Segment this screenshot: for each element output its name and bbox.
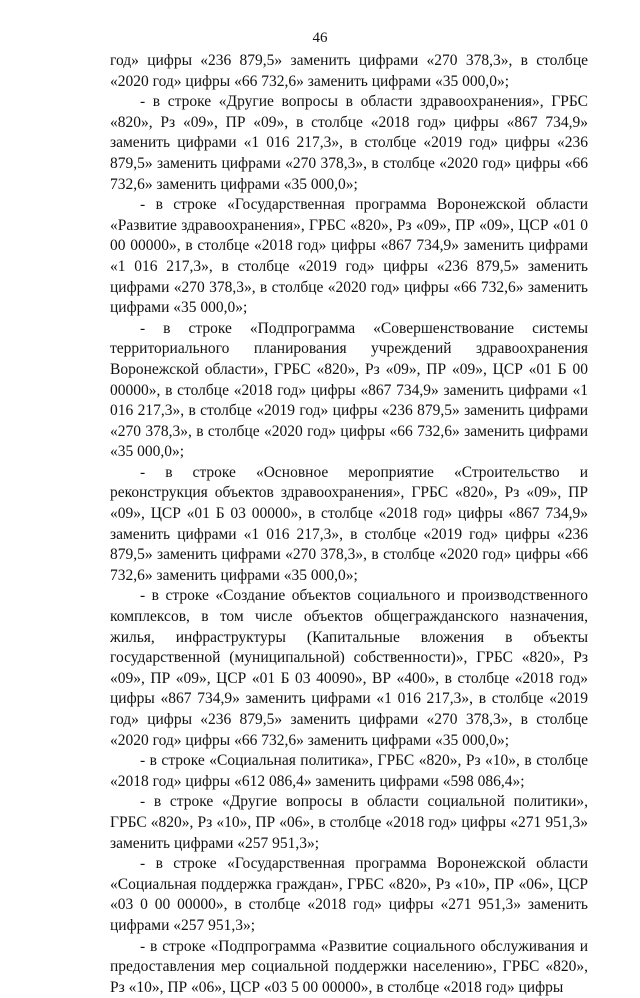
paragraph: - в строке «Подпрограмма «Развитие социального обслуживания и предоставления мер социальной поддержки населению», ГРБС «820», Рз «10», ПР «06», ЦСР «03 5 00 00000», в столбце «2018 год» цифры [110,937,588,996]
paragraph: - в строке «Подпрограмма «Совершенствование системы территориального планирования учреждений здравоохранения Воронежской области», ГРБС «820», Рз «09», ПР «09», ЦСР «01 Б 00 00000», в столбце «2018 год» цифры «867 734,9» заменить цифрами «1 016 217,3», в столбце «2019 год» цифры «236 879,5» заменить цифрами «270 378,3», в столбце «2020 год» цифры «66 732,6» заменить цифрами «35 000,0»; [110,319,588,461]
paragraph: - в строке «Создание объектов социального и производственного комплексов, в том числе объектов общегражданского назначения, жилья, инфраструктуры (Капитальные вложения в объекты государственной (муниципальной) собственности)», ГРБС «820», Рз «09», ПР «09», ЦСР «01 Б 03 40090», ВР «400», в столбце «2018 год» цифры «867 734,9» заменить цифрами «1 016 217,3», в столбце «2019 год» цифры «236 879,5» заменить цифрами «270 378,3», в столбце «2020 год» цифры «66 732,6» заменить цифрами «35 000,0»; [110,587,588,749]
paragraph: - в строке «Государственная программа Воронежской области «Развитие здравоохранения», ГРБС «820», Рз «09», ПР «09», ЦСР «01 0 00 00000», в столбце «2018 год» цифры «867 734,9» заменить цифрами «1 016 217,3», в столбце «2019 год» цифры «236 879,5» заменить цифрами «270 378,3», в столбце «2020 год» цифры «66 732,6» заменить цифрами «35 000,0»; [110,196,588,317]
paragraph: - в строке «Социальная политика», ГРБС «820», Рз «10», в столбце «2018 год» цифры «612 086,4» заменить цифрами «598 086,4»; [110,752,588,790]
paragraph-continuation: год» цифры «236 879,5» заменить цифрами «270 378,3», в столбце «2020 год» цифры «66 732,6» заменить цифрами «35 000,0»; [110,52,588,90]
paragraph: - в строке «Государственная программа Воронежской области «Социальная поддержка граждан», ГРБС «820», Рз «10», ПР «06», ЦСР «03 0 00 00000», в столбце «2018 год» цифры «271 951,3» заменить цифрами «257 951,3»; [110,855,588,934]
page-number: 46 [312,30,328,46]
paragraph: - в строке «Другие вопросы в области здравоохранения», ГРБС «820», Рз «09», ПР «09», в столбце «2018 год» цифры «867 734,9» заменить цифрами «1 016 217,3», в столбце «2019 год» цифры «236 879,5» заменить цифрами «270 378,3», в столбце «2020 год» цифры «66 732,6» заменить цифрами «35 000,0»; [110,93,588,193]
paragraph: - в строке «Другие вопросы в области социальной политики», ГРБС «820», Рз «10», ПР «06», в столбце «2018 год» цифры «271 951,3» заменить цифрами «257 951,3»; [110,793,588,852]
document-body [110,51,588,998]
paragraph: - в строке «Основное мероприятие «Строительство и реконструкция объектов здравоохранения», ГРБС «820», Рз «09», ПР «09», ЦСР «01 Б 03 00000», в столбце «2018 год» цифры «867 734,9» заменить цифрами «1 016 217,3», в столбце «2019 год» цифры «236 879,5» заменить цифрами «270 378,3», в столбце «2020 год» цифры «66 732,6» заменить цифрами «35 000,0»; [110,463,588,584]
